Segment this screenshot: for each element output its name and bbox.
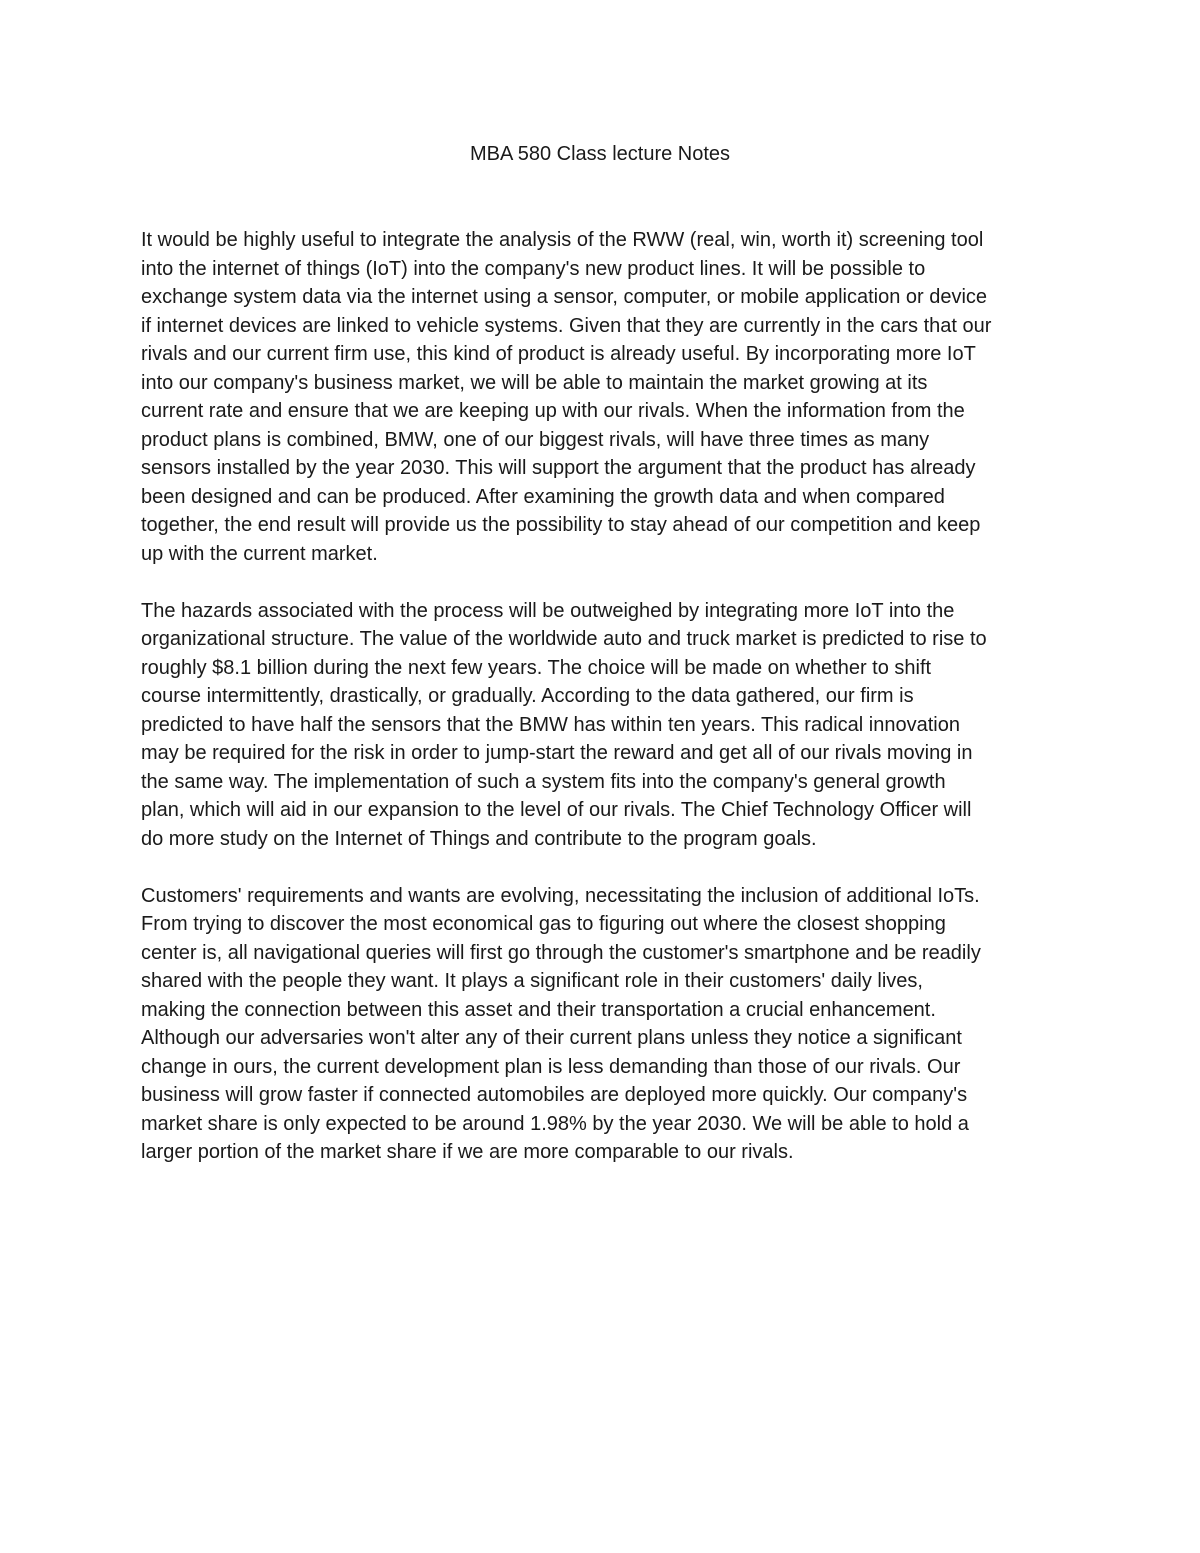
text-line: center is, all navigational queries will first go through the customer's smartphone and be readily [141,941,981,964]
text-line: plan, which will aid in our expansion to the level of our rivals. The Chief Technology Officer will [141,799,972,821]
document-title: MBA 580 Class lecture Notes [469,143,731,165]
text-line: course intermittently, drastically, or gradually. According to the data gathered, our firm is [141,685,914,707]
text-line: Although our adversaries won't alter any of their current plans unless they notice a significant [141,1027,962,1049]
text-line: business will grow faster if connected automobiles are deployed more quickly. Our company's [141,1084,968,1106]
text-line: From trying to discover the most economical gas to figuring out where the closest shopping [141,913,946,935]
text-line: current rate and ensure that we are keeping up with our rivals. When the information from the [141,400,965,422]
text-line: change in ours, the current development plan is less demanding than those of our rivals. Our [141,1055,961,1078]
text-line: into our company's business market, we will be able to maintain the market growing at its [141,371,928,394]
text-line: do more study on the Internet of Things and contribute to the program goals. [141,827,817,850]
text-line: up with the current market. [141,542,378,565]
paragraph-1 [141,226,1066,568]
paragraph-2 [141,597,1066,854]
text-line: if internet devices are linked to vehicle systems. Given that they are currently in the cars that our [141,314,992,337]
text-line: rivals and our current firm use, this kind of product is already useful. By incorporating more IoT [141,343,976,365]
text-line: together, the end result will provide us the possibility to stay ahead of our competition and keep [141,514,981,536]
text-line: may be required for the risk in order to jump-start the reward and get all of our rivals moving in [141,742,973,764]
text-line: the same way. The implementation of such a system fits into the company's general growth [141,770,946,793]
text-line: predicted to have half the sensors that the BMW has within ten years. This radical innovation [141,713,960,736]
text-line: It would be highly useful to integrate the analysis of the RWW (real, win, worth it) screening tool [141,229,984,251]
text-line: been designed and can be produced. After examining the growth data and when compared [141,485,945,508]
text-line: The hazards associated with the process will be outweighed by integrating more IoT into the [141,599,955,622]
text-line: Customers' requirements and wants are evolving, necessitating the inclusion of additional IoTs. [141,884,980,907]
text-line: roughly $8.1 billion during the next few years. The choice will be made on whether to shift [141,656,932,679]
text-line: exchange system data via the internet using a sensor, computer, or mobile application or device [141,286,988,308]
text-line: market share is only expected to be around 1.98% by the year 2030. We will be able to hold a [141,1112,969,1135]
text-line: product plans is combined, BMW, one of our biggest rivals, will have three times as many [141,428,930,451]
paragraph-3 [141,882,1066,1167]
text-line: larger portion of the market share if we are more comparable to our rivals. [141,1141,794,1163]
text-line: organizational structure. The value of the worldwide auto and truck market is predicted to rise to [141,628,987,650]
text-line: sensors installed by the year 2030. This will support the argument that the product has already [141,457,976,479]
text-line: into the internet of things (IoT) into the company's new product lines. It will be possible to [141,257,926,280]
document-body [141,226,1066,1195]
text-line: making the connection between this asset and their transportation a crucial enhancement. [141,998,936,1021]
text-line: shared with the people they want. It plays a significant role in their customers' daily lives, [141,970,923,992]
